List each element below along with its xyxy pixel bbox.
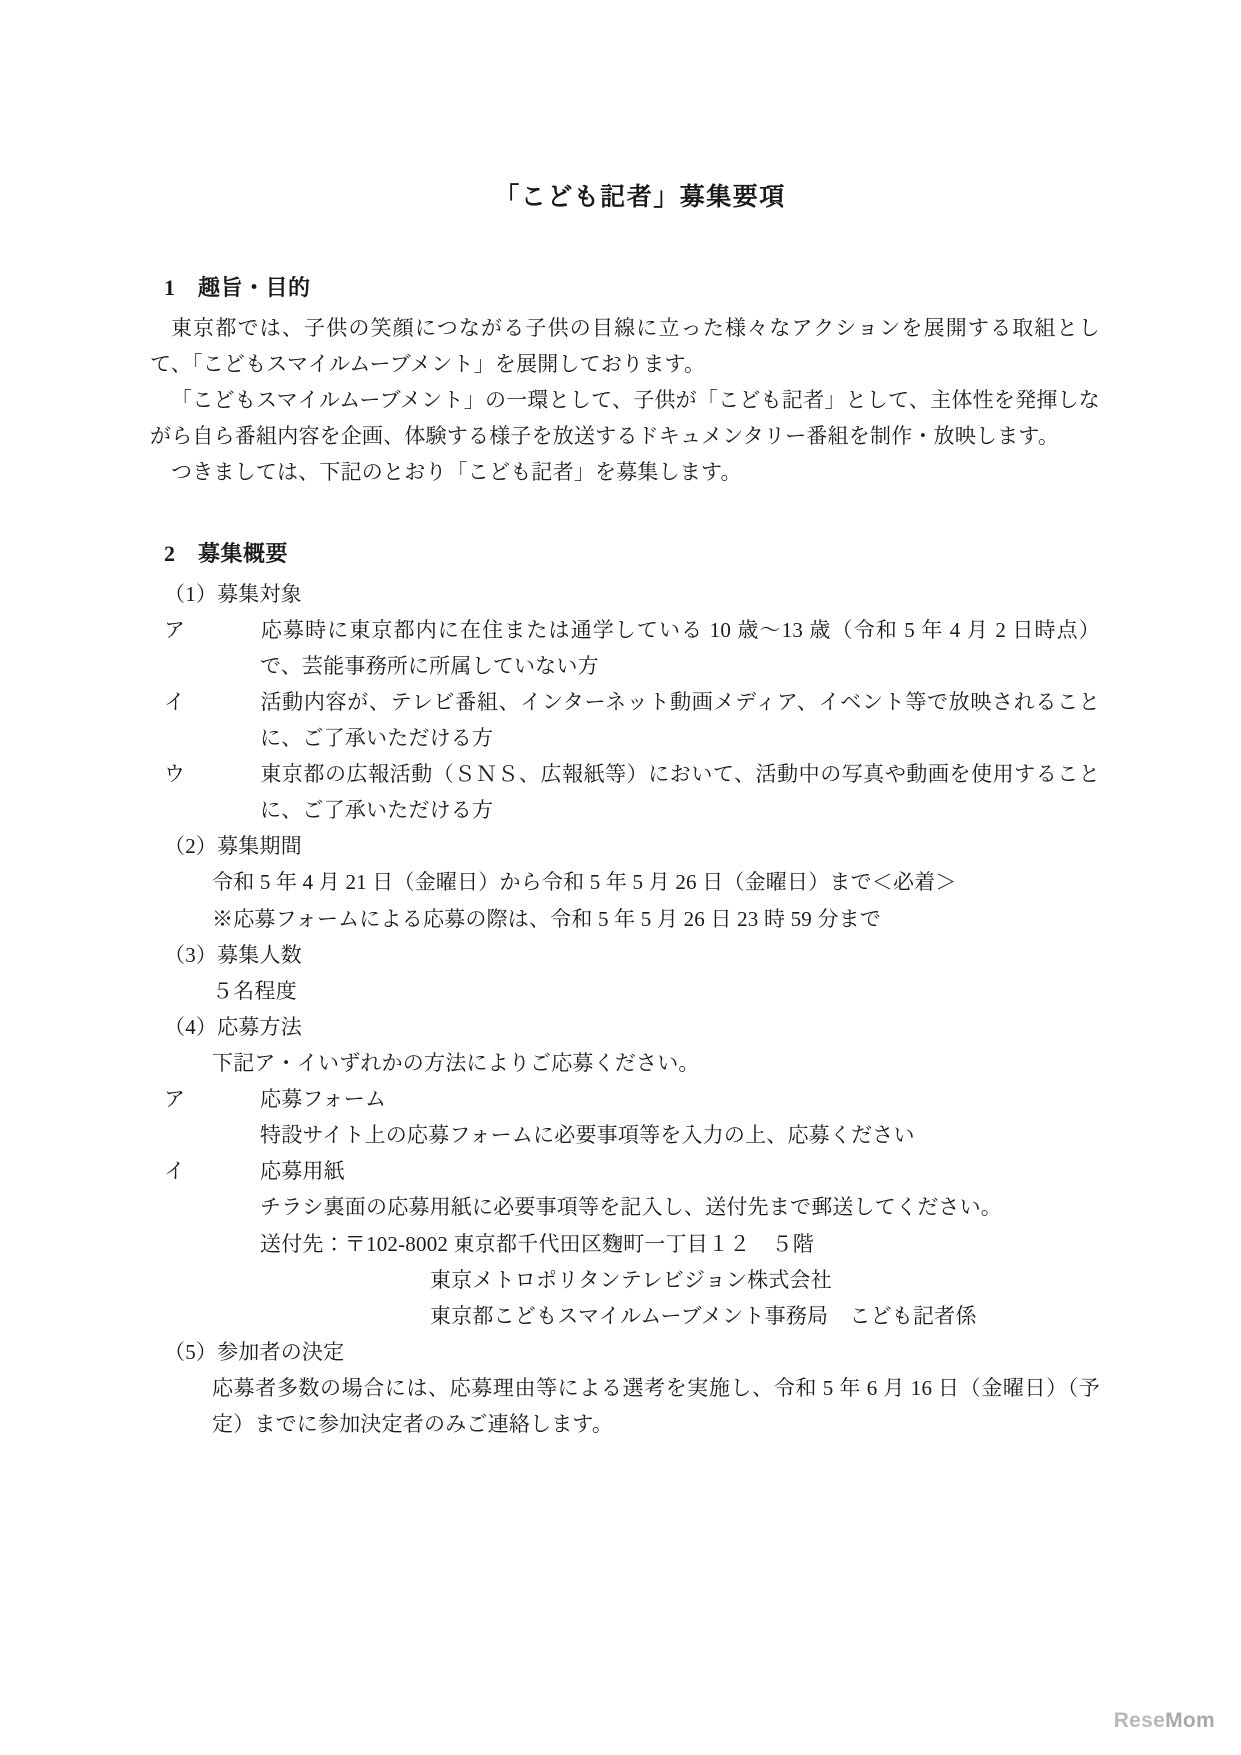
section-title-1: 趣旨・目的 (198, 275, 311, 300)
subsection-label-4: （4）応募方法 (164, 1014, 302, 1039)
resemom-watermark (1114, 1709, 1215, 1733)
watermark-prefix: Rese (1113, 1709, 1166, 1732)
kana-item-a-4-detail: 特設サイト上の応募フォームに必要事項等を入力の上、応募ください (260, 1123, 915, 1148)
section-number-2: 2 (164, 540, 176, 566)
kana-marker: イ (164, 1159, 186, 1184)
subsection-4-line-1: 下記ア・イいずれかの方法によりご応募ください。 (212, 1050, 700, 1075)
kana-marker: イ (164, 689, 186, 714)
kana-item-i-4 (150, 1153, 1100, 1189)
mailing-address-line-1: 送付先：〒102-8002 東京都千代田区麴町一丁目１２ ５階 (260, 1231, 814, 1256)
page-title: 「こども記者」募集要項 (494, 184, 786, 211)
kana-item-u-1 (150, 756, 1100, 828)
section-title-2: 募集概要 (198, 540, 289, 566)
subsection-2-line-1: 令和 5 年 4 月 21 日（金曜日）から令和 5 年 5 月 26 日（金曜日）まで＜必着＞ (212, 870, 957, 895)
kana-text: 活動内容が、テレビ番組、インターネット動画メディア、イベント等で放映されることに、ご了承いただける方 (260, 689, 1100, 750)
subsection-label-5: （5）参加者の決定 (164, 1339, 345, 1364)
subsection-label-1: （1）募集対象 (164, 581, 302, 606)
kana-item-i-1 (150, 684, 1100, 756)
kana-marker: ウ (164, 762, 186, 787)
subsection-2-line-2: ※応募フォームによる応募の際は、令和 5 年 5 月 26 日 23 時 59 分まで (212, 906, 882, 931)
section-1-paragraph-1: 東京都では、子供の笑顔につながる子供の目線に立った様々なアクションを展開する取組として、「こどもスマイルムーブメント」を展開しております。 (150, 316, 1100, 377)
kana-item-a-1 (150, 612, 1100, 684)
section-1-paragraph-3: つきましては、下記のとおり「こども記者」を募集します。 (171, 460, 742, 485)
kana-text: 応募フォーム (260, 1087, 387, 1112)
mailing-address-line-2: 東京メトロポリタンテレビジョン株式会社 (430, 1267, 832, 1292)
subsection-label-2: （2）募集期間 (164, 834, 302, 859)
section-number-1: 1 (164, 275, 176, 300)
section-1-paragraph-2: 「こどもスマイルムーブメント」の一環として、子供が「こども記者」として、主体性を発揮しながら自ら番組内容を企画、体験する様子を放送するドキュメンタリー番組を制作・放映します。 (150, 388, 1100, 449)
kana-text: 東京都の広報活動（ＳＮＳ、広報紙等）において、活動中の写真や動画を使用することに、ご了承いただける方 (260, 762, 1100, 823)
kana-text: 応募用紙 (260, 1159, 345, 1184)
section-heading-1 (150, 271, 1100, 304)
kana-marker: ア (164, 617, 186, 642)
kana-marker: ア (164, 1087, 186, 1112)
section-heading-2 (150, 537, 1100, 570)
document-content (150, 180, 1100, 1442)
kana-item-a-4 (150, 1081, 1100, 1117)
section-spacer (150, 491, 1100, 537)
kana-text: 応募時に東京都内に在住または通学している 10 歳～13 歳（令和 5 年 4 月 2 日時点）で、芸能事務所に所属していない方 (260, 617, 1100, 678)
subsection-5-line-1: 応募者多数の場合には、応募理由等による選考を実施し、令和 5 年 6 月 16 日（金曜日）（予定）までに参加決定者のみご連絡します。 (212, 1375, 1100, 1437)
kana-item-i-4-detail: チラシ裏面の応募用紙に必要事項等を記入し、送付先まで郵送してください。 (260, 1195, 1002, 1220)
subsection-3-line-1: ５名程度 (212, 978, 297, 1003)
mailing-address-line-3: 東京都こどもスマイルムーブメント事務局 こども記者係 (430, 1303, 977, 1328)
subsection-label-3: （3）募集人数 (164, 942, 302, 967)
watermark-suffix: Mom (1165, 1709, 1215, 1732)
